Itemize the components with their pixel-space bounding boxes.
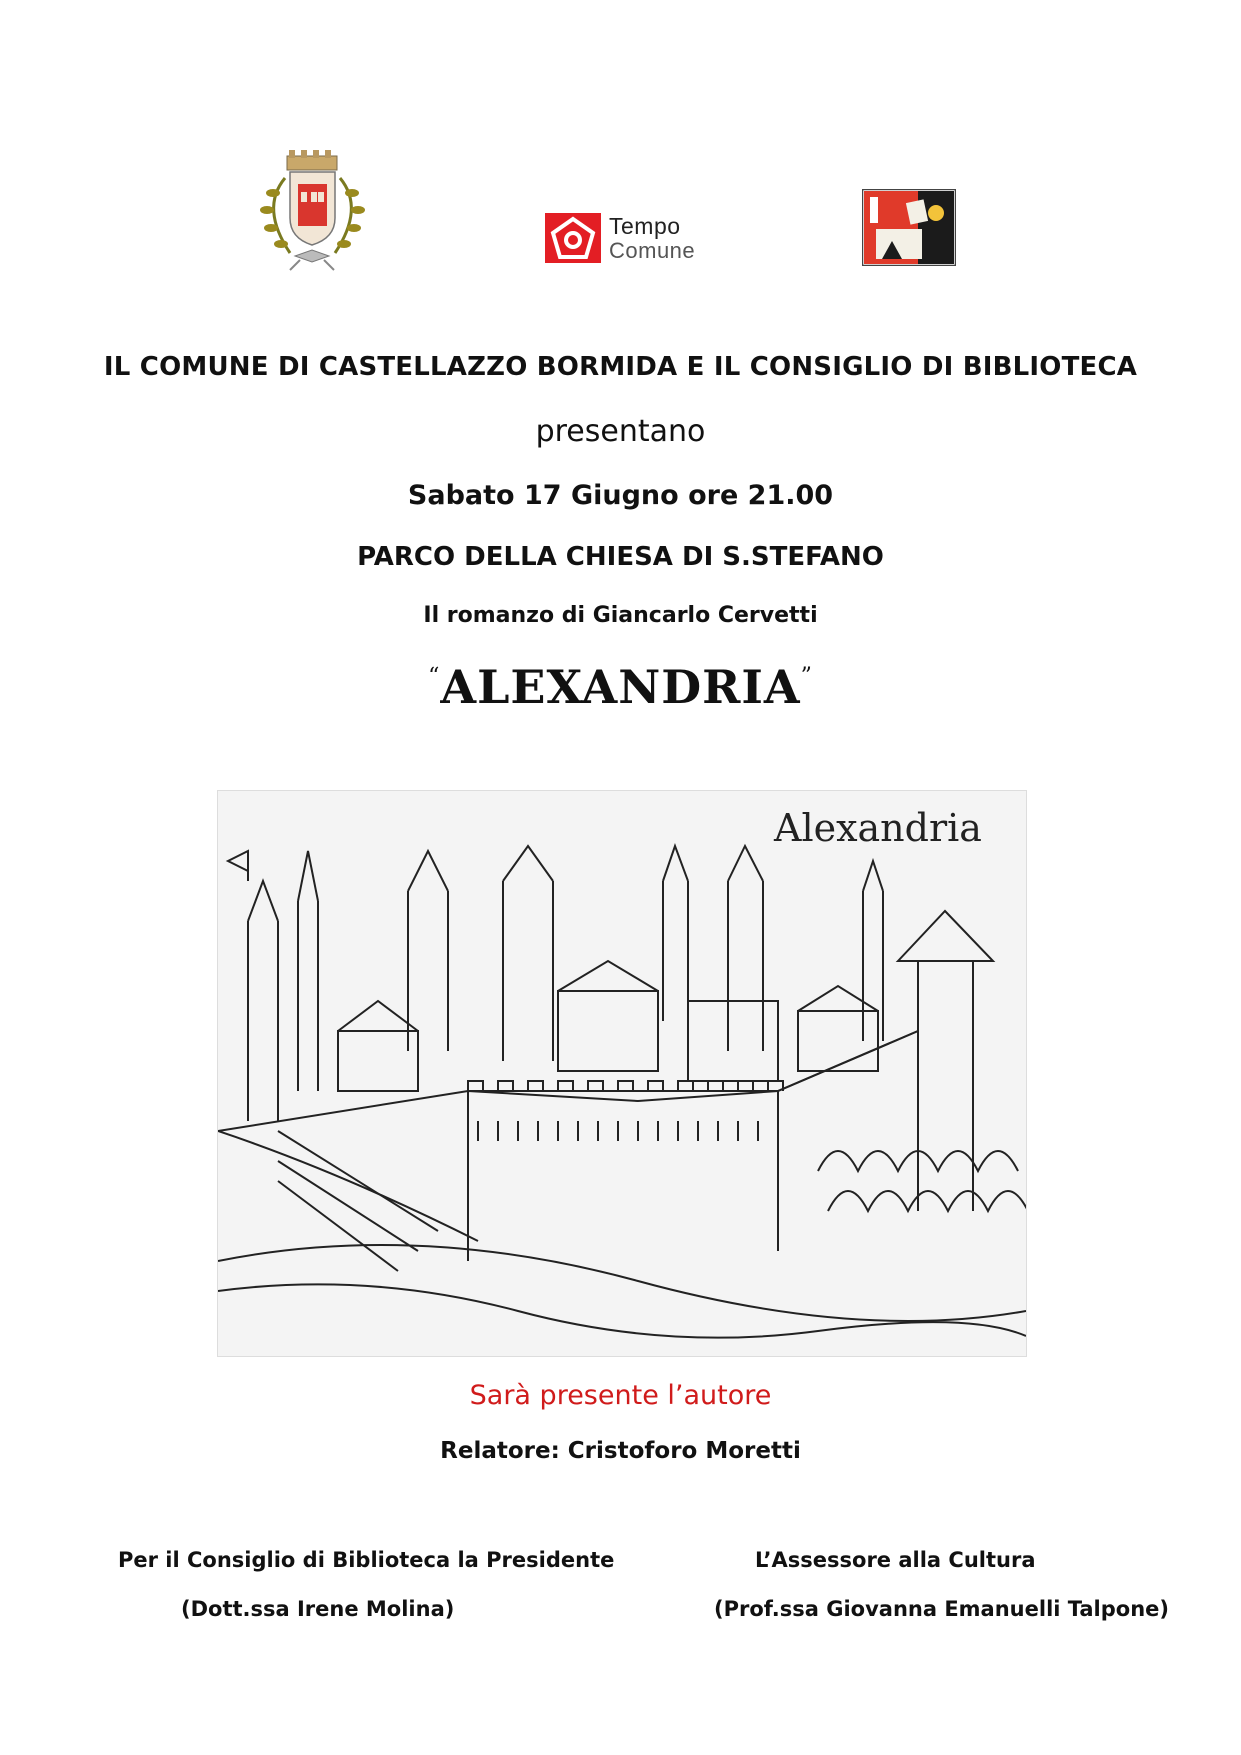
signature-right-name: (Prof.ssa Giovanna Emanuelli Talpone) bbox=[714, 1597, 1170, 1621]
book-title bbox=[0, 660, 1241, 714]
presenting-text: presentano bbox=[535, 414, 706, 449]
event-venue: PARCO DELLA CHIESA DI S.STEFANO bbox=[357, 542, 884, 572]
tempo-comune-logo-icon bbox=[545, 213, 601, 263]
signature-right-role: L’Assessore alla Cultura bbox=[755, 1548, 1036, 1572]
signature-left-name: (Dott.ssa Irene Molina) bbox=[181, 1597, 455, 1621]
tempo-logo-line1: Tempo bbox=[609, 213, 681, 239]
tempo-comune-logo bbox=[545, 210, 720, 266]
speaker-line: Relatore: Cristoforo Moretti bbox=[440, 1438, 801, 1464]
tempo-logo-line2: Comune bbox=[609, 238, 696, 263]
signature-left-role: Per il Consiglio di Biblioteca la Presidente bbox=[118, 1548, 615, 1572]
library-council-logo-icon bbox=[862, 189, 956, 266]
book-title-text: ALEXANDRIA bbox=[440, 660, 801, 714]
poster-heading: IL COMUNE DI CASTELLAZZO BORMIDA E IL CONSIGLIO DI BIBLIOTECA bbox=[103, 352, 1138, 382]
event-date-time: Sabato 17 Giugno ore 21.00 bbox=[407, 480, 834, 511]
title-open-quote: “ bbox=[428, 664, 441, 689]
medieval-city-engraving-icon bbox=[217, 790, 1027, 1357]
title-close-quote: ” bbox=[800, 664, 813, 689]
novel-author-line: Il romanzo di Giancarlo Cervetti bbox=[423, 603, 818, 628]
engraving-caption: Alexandria bbox=[774, 806, 982, 850]
coat-of-arms-icon bbox=[245, 148, 380, 273]
author-present-note: Sarà presente l’autore bbox=[469, 1380, 772, 1411]
